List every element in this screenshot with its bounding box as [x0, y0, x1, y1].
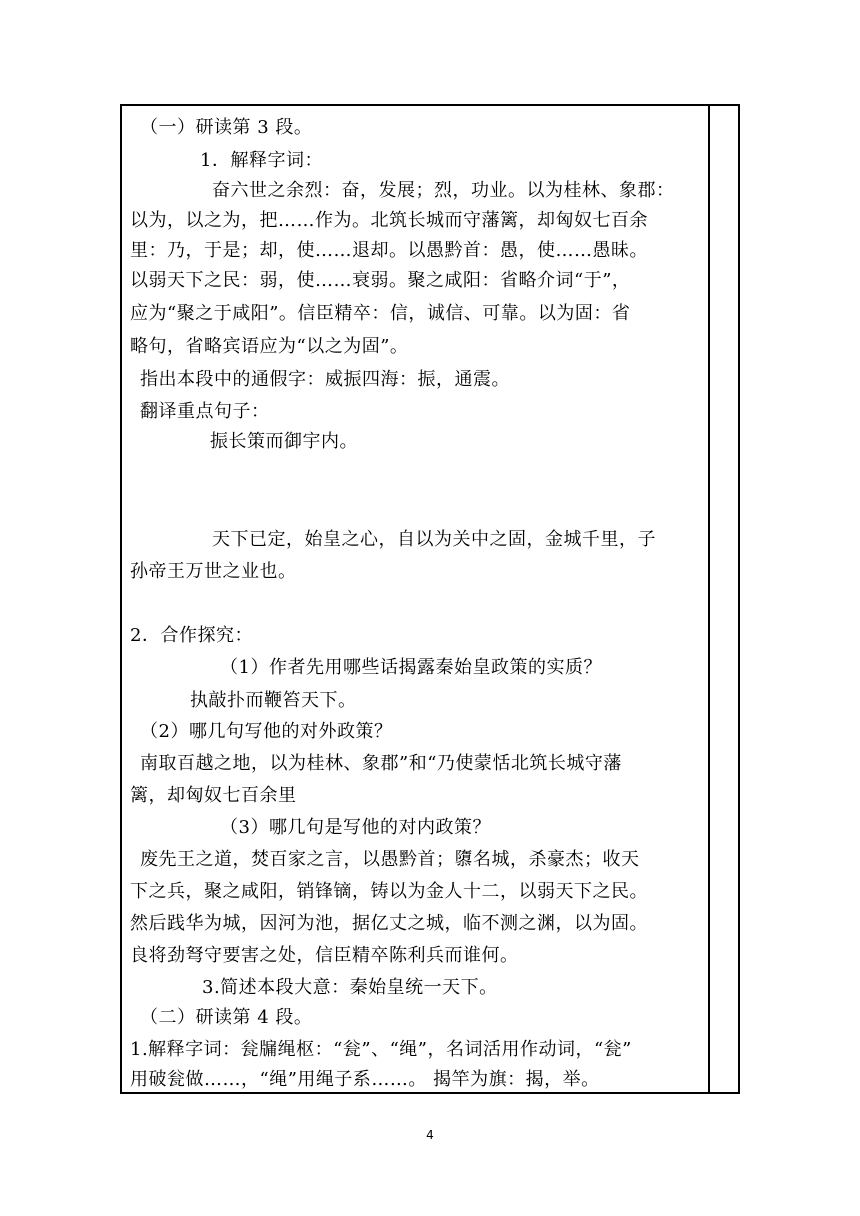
answer-line: 下之兵，聚之咸阳，销锋镝，铸以为金人十二，以弱天下之民。: [130, 881, 648, 902]
column-divider: [708, 106, 710, 1092]
text-line: 奋六世之余烈：奋，发展；烈，功业。以为桂林、象郡：: [212, 180, 675, 201]
section-heading: （一）研读第 3 段。: [140, 117, 313, 138]
answer-line: 南取百越之地，以为桂林、象郡”和“乃使蒙恬北筑长城守藩: [140, 753, 622, 774]
section-heading: （二）研读第 4 段。: [140, 1007, 313, 1028]
page-number: 4: [426, 1128, 434, 1142]
question-line: （1）作者先用哪些话揭露秦始皇政策的实质？: [220, 657, 602, 678]
text-line: 里：乃，于是；却，使……退却。以愚黔首：愚，使……愚昧。: [130, 240, 648, 261]
answer-line: 良将劲弩守要害之处，信臣精卒陈利兵而谁何。: [130, 945, 519, 966]
text-line: 孙帝王万世之业也。: [130, 561, 297, 582]
text-line: 略句，省略宾语应为“以之为固”。: [130, 336, 409, 357]
answer-line: 篱，却匈奴七百余里: [130, 785, 297, 806]
answer-line: 然后践华为城，因河为池，据亿丈之城，临不测之渊，以为固。: [130, 913, 648, 934]
text-line: 翻译重点句子：: [140, 401, 270, 422]
text-line: 天下已定，始皇之心，自以为关中之固，金城千里，子: [212, 529, 656, 550]
item-heading: 1．解释字词：: [200, 150, 323, 171]
text-line: 用破瓮做……，“绳”用绳子系……。 揭竿为旗：揭，举。: [130, 1069, 600, 1090]
question-line: （3）哪几句是写他的对内政策？: [220, 817, 491, 838]
text-line: 1.解释字词：瓮牖绳枢：“瓮”、“绳”，名词活用作动词，“瓮”: [130, 1039, 632, 1060]
text-line: 指出本段中的通假字：威振四海：振，通震。: [140, 369, 510, 390]
answer-line: 执敲扑而鞭笞天下。: [190, 690, 357, 711]
question-line: （2）哪几句写他的对外政策？: [140, 721, 393, 742]
text-line: 以弱天下之民：弱，使……衰弱。聚之咸阳：省略介词“于”，: [130, 270, 631, 291]
text-line: 以为，以之为，把……作为。北筑长城而守藩篱，却匈奴七百余: [130, 210, 648, 231]
answer-line: 废先王之道，焚百家之言，以愚黔首；隳名城，杀豪杰；收天: [140, 849, 640, 870]
text-line: 振长策而御宇内。: [210, 431, 358, 452]
item-heading: 2．合作探究：: [130, 625, 253, 646]
item-heading: 3.简述本段大意：秦始皇统一天下。: [202, 977, 498, 998]
text-line: 应为“聚之于咸阳”。信臣精卒：信，诚信、可靠。以为固：省: [130, 303, 631, 324]
table-cell-frame: [120, 104, 740, 1094]
